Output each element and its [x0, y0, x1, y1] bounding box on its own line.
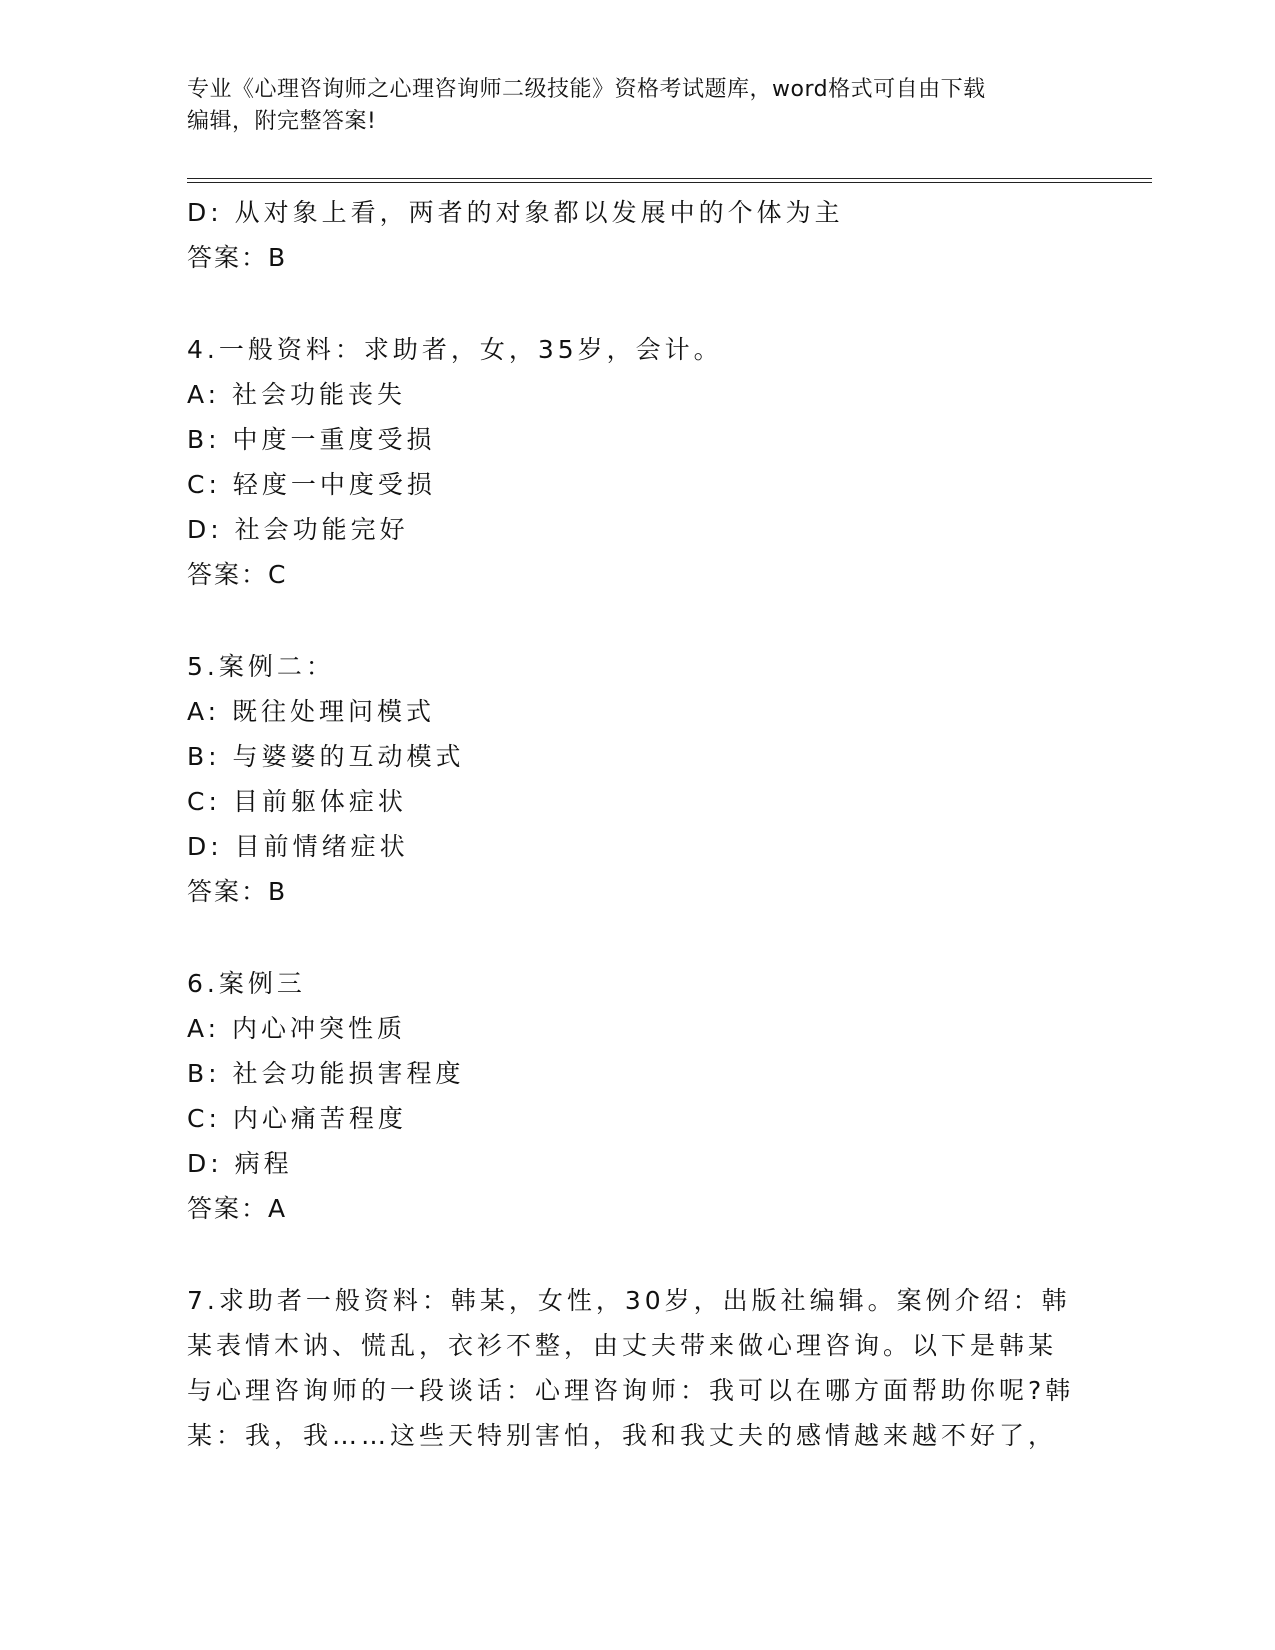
- q6-option-b: B: 社会功能损害程度: [187, 1059, 465, 1088]
- q7-paragraph: [187, 1278, 1077, 1458]
- q7-line-4: 某：我，我……这些天特别害怕，我和我丈夫的感情越来越不好了，: [187, 1421, 1058, 1450]
- question-list: [187, 190, 1087, 1458]
- q5-option-c: C: 目前躯体症状: [187, 787, 407, 816]
- header-line-2: 编辑，附完整答案!: [187, 109, 377, 134]
- q7-line-1: 7.求助者一般资料：韩某，女性，30岁，出版社编辑。案例介绍：韩: [187, 1286, 1071, 1315]
- q5-option-a: A: 既往处理问模式: [187, 697, 436, 726]
- q3-option-d: D: 从对象上看，两者的对象都以发展中的个体为主: [187, 198, 844, 227]
- header-divider-top: [187, 178, 1152, 179]
- document-header: [187, 74, 1067, 138]
- header-line-1: 专业《心理咨询师之心理咨询师二级技能》资格考试题库，word格式可自由下载: [187, 77, 986, 102]
- q4-option-c: C: 轻度一中度受损: [187, 470, 436, 499]
- q4-option-b: B: 中度一重度受损: [187, 425, 436, 454]
- q4-stem: 4.一般资料：求助者，女，35岁，会计。: [187, 335, 723, 364]
- q3-answer: 答案：B: [187, 243, 288, 272]
- q4-answer: 答案：C: [187, 560, 288, 589]
- q6-stem: 6.案例三: [187, 969, 306, 998]
- header-divider-bottom: [187, 182, 1152, 183]
- q4-option-a: A: 社会功能丧失: [187, 380, 407, 409]
- q7-line-3: 与心理咨询师的一段谈话：心理咨询师：我可以在哪方面帮助你呢?韩: [187, 1376, 1075, 1405]
- q6-option-d: D: 病程: [187, 1149, 293, 1178]
- q5-answer: 答案：B: [187, 877, 288, 906]
- q4-option-d: D: 社会功能完好: [187, 515, 409, 544]
- q6-answer: 答案：A: [187, 1194, 288, 1223]
- q6-option-a: A: 内心冲突性质: [187, 1014, 407, 1043]
- q5-option-b: B: 与婆婆的互动模式: [187, 742, 465, 771]
- q6-option-c: C: 内心痛苦程度: [187, 1104, 407, 1133]
- q5-option-d: D: 目前情绪症状: [187, 832, 409, 861]
- q5-stem: 5.案例二：: [187, 652, 335, 681]
- q7-line-2: 某表情木讷、慌乱，衣衫不整，由丈夫带来做心理咨询。以下是韩某: [187, 1331, 1058, 1360]
